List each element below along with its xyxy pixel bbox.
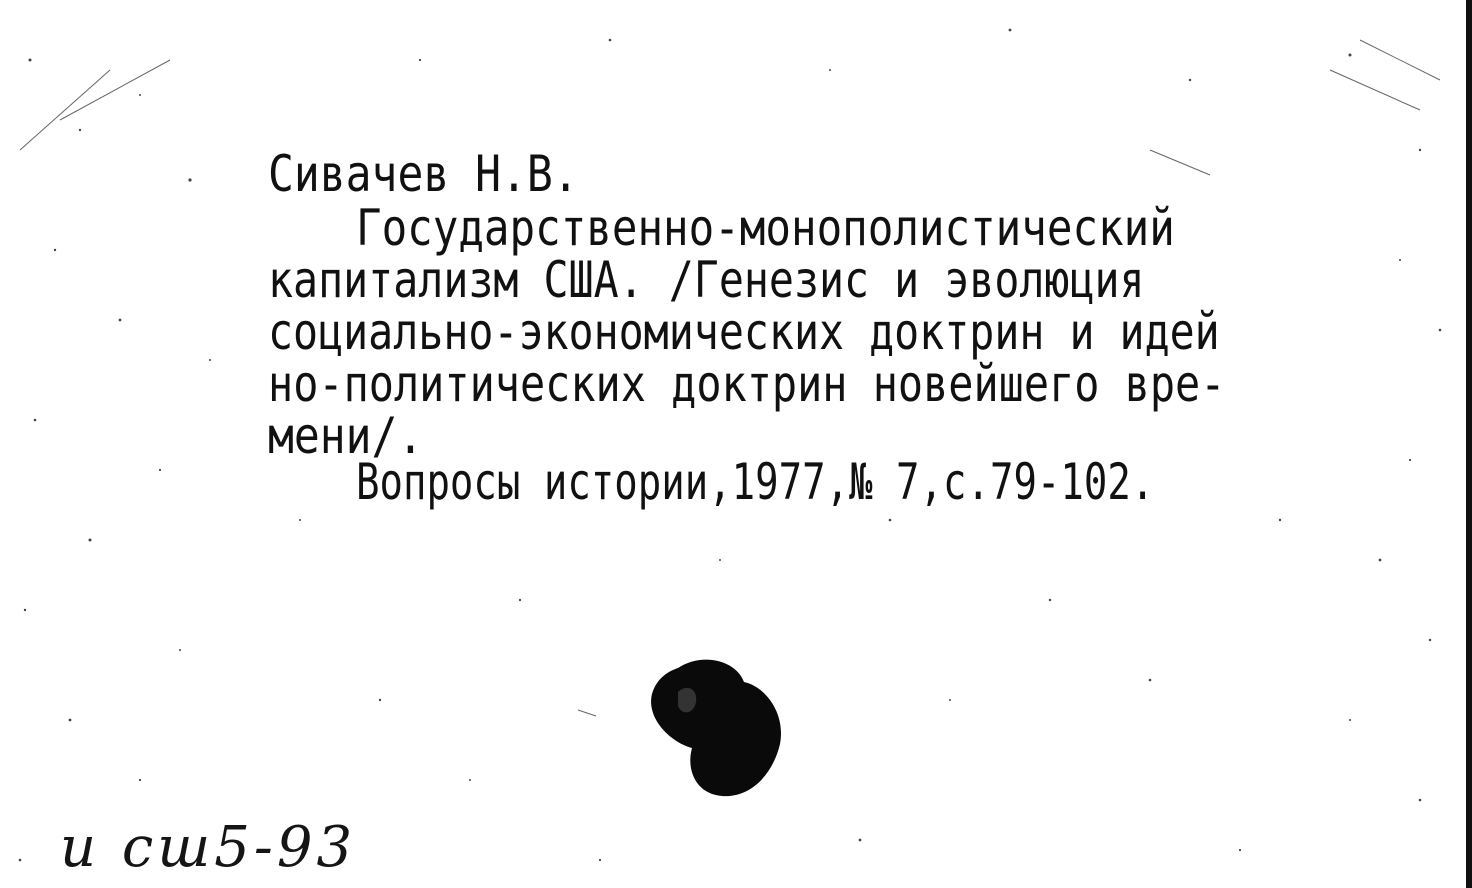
title-line-2: капитализм США. /Генезис и эволюция <box>268 251 1145 309</box>
title-line-1: Государственно-монополистический <box>356 199 1175 257</box>
punch-hole <box>640 648 800 808</box>
card-right-edge <box>1466 0 1472 888</box>
source-citation: Вопросы истории,1977,№ 7,с.79-102. <box>356 453 1155 511</box>
handwritten-shelf-mark: и сш5-93 <box>60 815 357 880</box>
author-name: Сивачев Н.В. <box>268 145 579 203</box>
title-line-3: социально-экономических доктрин и идей <box>268 303 1220 361</box>
title-line-4: но-политических доктрин новейшего вре- <box>268 355 1226 413</box>
title-line-5: мени/. <box>268 407 424 465</box>
